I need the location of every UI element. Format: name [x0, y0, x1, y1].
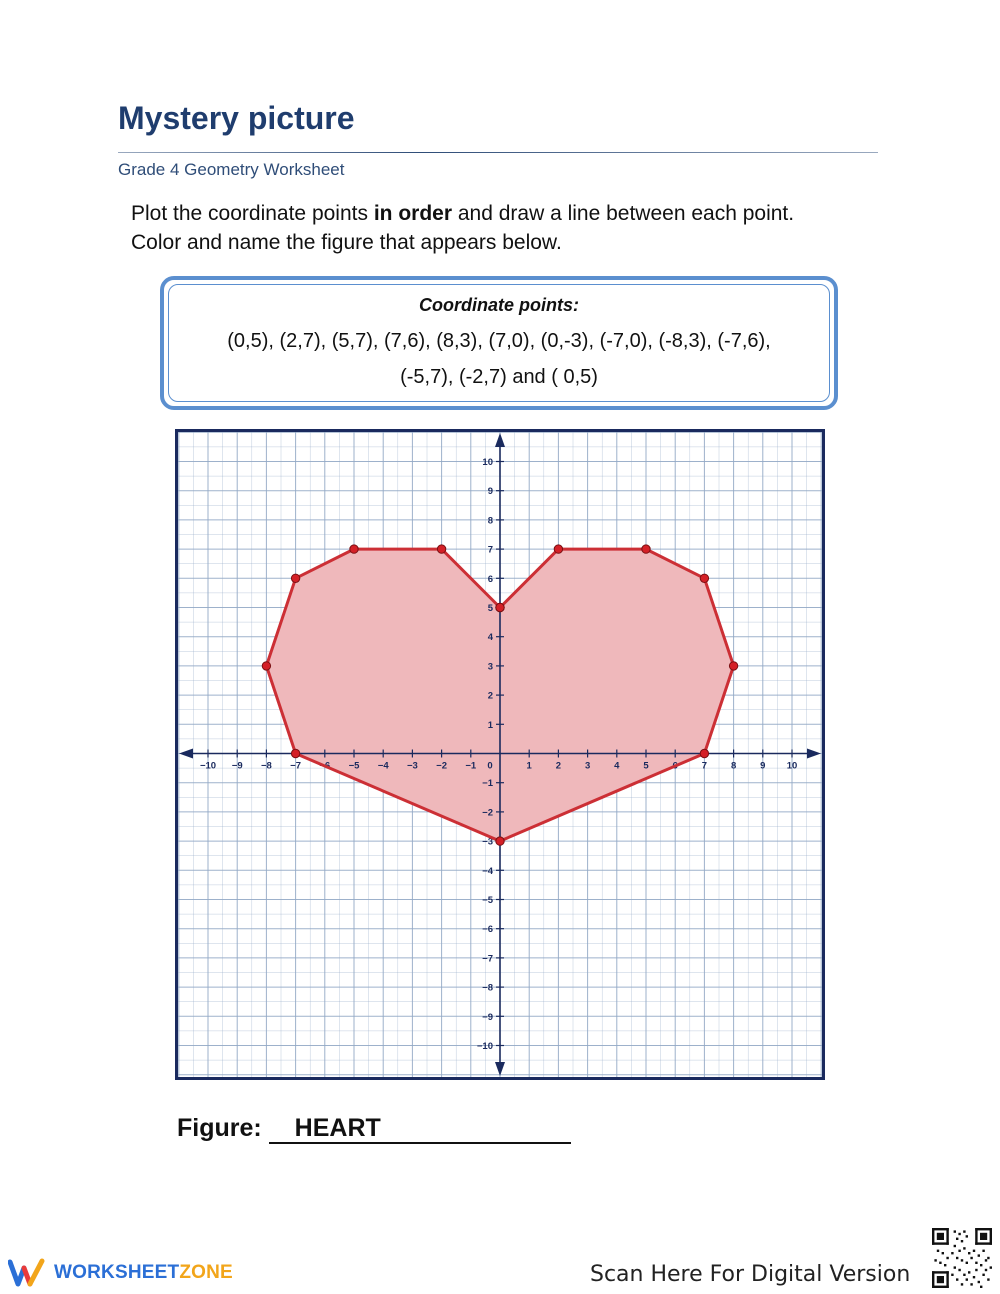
qr-module: [958, 1233, 960, 1235]
qr-module: [939, 1262, 941, 1264]
plotted-point: [437, 545, 445, 553]
instructions: [131, 199, 794, 257]
qr-module: [956, 1238, 958, 1240]
qr-module: [966, 1278, 968, 1280]
figure-answer-value: HEART: [269, 1114, 571, 1144]
coordinate-points-heading: Coordinate points:: [419, 295, 579, 315]
qr-finder: [937, 1233, 944, 1240]
x-tick-label: −9: [231, 760, 243, 772]
x-tick-label: 9: [760, 760, 766, 772]
x-tick-label: −2: [436, 760, 448, 772]
page-title: Mystery picture: [118, 100, 355, 136]
y-tick-label: −7: [482, 953, 493, 965]
qr-module: [968, 1252, 970, 1254]
qr-module: [958, 1269, 960, 1271]
qr-module: [966, 1262, 968, 1264]
brand-name-part-2: ZONE: [179, 1262, 233, 1283]
coordinate-points-line-2: (-5,7), (-2,7) and ( 0,5): [400, 366, 598, 388]
qr-finder: [937, 1276, 944, 1283]
y-tick-label: −1: [482, 778, 493, 790]
coordinate-points-list: [176, 323, 822, 395]
x-tick-label: 7: [701, 760, 708, 772]
qr-module: [985, 1269, 987, 1271]
qr-module: [968, 1271, 970, 1273]
x-tick-label: 3: [584, 760, 591, 772]
y-tick-label: −5: [482, 895, 493, 906]
qr-module: [970, 1283, 972, 1285]
x-tick-label: 2: [555, 760, 562, 772]
qr-module: [951, 1252, 953, 1254]
qr-module: [944, 1264, 946, 1266]
y-tick-label: −6: [482, 924, 493, 936]
qr-module: [973, 1250, 975, 1252]
qr-module: [954, 1230, 956, 1232]
qr-module: [982, 1250, 984, 1252]
y-tick-label: −4: [482, 865, 493, 877]
figure-answer: [177, 1114, 571, 1143]
x-tick-label: −3: [406, 760, 418, 772]
qr-finder: [980, 1233, 987, 1240]
y-tick-label: 2: [487, 690, 493, 702]
qr-module: [975, 1269, 977, 1271]
instructions-bold: in order: [373, 202, 453, 225]
x-tick-label: −7: [290, 760, 302, 772]
qr-finder: [946, 1228, 948, 1245]
x-tick-label: −4: [377, 760, 389, 772]
plotted-point: [554, 545, 562, 553]
qr-module: [978, 1281, 980, 1283]
qr-module: [937, 1250, 939, 1252]
page-subtitle: Grade 4 Geometry Worksheet: [118, 160, 345, 179]
y-tick-label: −2: [482, 807, 493, 819]
x-tick-label: 0: [487, 760, 493, 772]
qr-module: [961, 1259, 963, 1261]
x-tick-label: 10: [786, 760, 798, 772]
worksheet-zone-logo-icon: [8, 1258, 48, 1288]
qr-module: [973, 1276, 975, 1278]
qr-finder: [932, 1286, 949, 1288]
y-tick-label: 4: [487, 632, 493, 644]
qr-module: [954, 1245, 956, 1247]
plotted-point: [496, 603, 504, 611]
qr-module: [963, 1247, 965, 1249]
qr-module: [956, 1278, 958, 1280]
plotted-point: [291, 749, 299, 757]
worksheet-zone-logo: [8, 1258, 233, 1288]
y-tick-label: −8: [482, 982, 493, 994]
plotted-point: [642, 545, 650, 553]
qr-code-icon[interactable]: [932, 1228, 992, 1288]
x-tick-label: 8: [730, 760, 737, 772]
qr-module: [987, 1278, 989, 1280]
brand-name: [54, 1262, 233, 1284]
y-tick-label: 9: [487, 486, 493, 498]
qr-module: [958, 1250, 960, 1252]
instructions-line-2: Color and name the figure that appears below.: [131, 231, 562, 254]
plotted-point: [700, 749, 708, 757]
y-tick-label: −10: [476, 1041, 493, 1052]
qr-module: [961, 1240, 963, 1242]
qr-finder: [932, 1228, 934, 1245]
qr-module: [942, 1252, 944, 1254]
x-tick-label: −1: [465, 760, 477, 772]
x-tick-label: −10: [199, 760, 217, 772]
qr-finder: [975, 1228, 992, 1230]
plotted-point: [496, 837, 504, 845]
y-tick-label: 6: [487, 573, 493, 585]
x-tick-label: 5: [643, 760, 649, 772]
instructions-text-2: and draw a line between each point.: [452, 202, 795, 225]
qr-module: [963, 1230, 965, 1232]
y-tick-label: −3: [482, 836, 493, 848]
qr-module: [978, 1254, 980, 1256]
plotted-point: [729, 662, 737, 670]
coordinate-graph: [175, 429, 825, 1080]
x-tick-label: 6: [672, 760, 678, 772]
qr-finder: [975, 1228, 977, 1245]
qr-module: [956, 1257, 958, 1259]
qr-module: [982, 1274, 984, 1276]
plotted-point: [700, 574, 708, 582]
qr-finder: [946, 1271, 948, 1288]
brand-name-part-1: WORKSHEET: [54, 1262, 180, 1283]
instructions-line-1: [131, 199, 794, 228]
qr-module: [975, 1262, 977, 1264]
qr-module: [954, 1266, 956, 1268]
y-tick-label: 8: [487, 515, 493, 527]
x-tick-label: 4: [614, 760, 620, 772]
title-divider: [118, 152, 878, 153]
x-tick-label: −5: [348, 760, 360, 772]
qr-module: [951, 1274, 953, 1276]
plotted-point: [291, 574, 299, 582]
y-tick-label: 10: [482, 457, 493, 468]
x-tick-label: 1: [526, 760, 532, 772]
qr-finder: [990, 1228, 992, 1245]
coordinate-points-box: [160, 276, 838, 410]
qr-module: [990, 1266, 992, 1268]
y-tick-label: 3: [487, 661, 493, 673]
x-tick-label: −6: [319, 760, 331, 772]
qr-module: [961, 1283, 963, 1285]
qr-finder: [975, 1242, 992, 1244]
y-tick-label: 1: [487, 719, 493, 731]
coordinate-points-line-1: (0,5), (2,7), (5,7), (7,6), (8,3), (7,0), (0,-3), (-7,0), (-8,3), (-7,6),: [227, 330, 771, 352]
x-tick-label: −8: [260, 760, 272, 772]
y-tick-label: −9: [482, 1011, 493, 1023]
plotted-point: [262, 662, 270, 670]
figure-label: Figure:: [177, 1114, 269, 1142]
qr-module: [966, 1235, 968, 1237]
y-tick-label: 5: [487, 603, 493, 614]
qr-finder: [932, 1271, 934, 1288]
qr-finder: [932, 1228, 949, 1230]
qr-finder: [932, 1271, 949, 1273]
instructions-text-1: Plot the coordinate points: [131, 202, 374, 225]
qr-module: [970, 1257, 972, 1259]
qr-module: [946, 1257, 948, 1259]
qr-finder: [932, 1242, 949, 1244]
y-tick-label: 7: [487, 544, 493, 556]
qr-module: [987, 1257, 989, 1259]
qr-module: [980, 1286, 982, 1288]
qr-module: [985, 1259, 987, 1261]
qr-module: [980, 1264, 982, 1266]
qr-module: [934, 1259, 936, 1261]
scan-instruction: Scan Here For Digital Version: [590, 1262, 911, 1287]
plotted-point: [350, 545, 358, 553]
qr-module: [963, 1274, 965, 1276]
